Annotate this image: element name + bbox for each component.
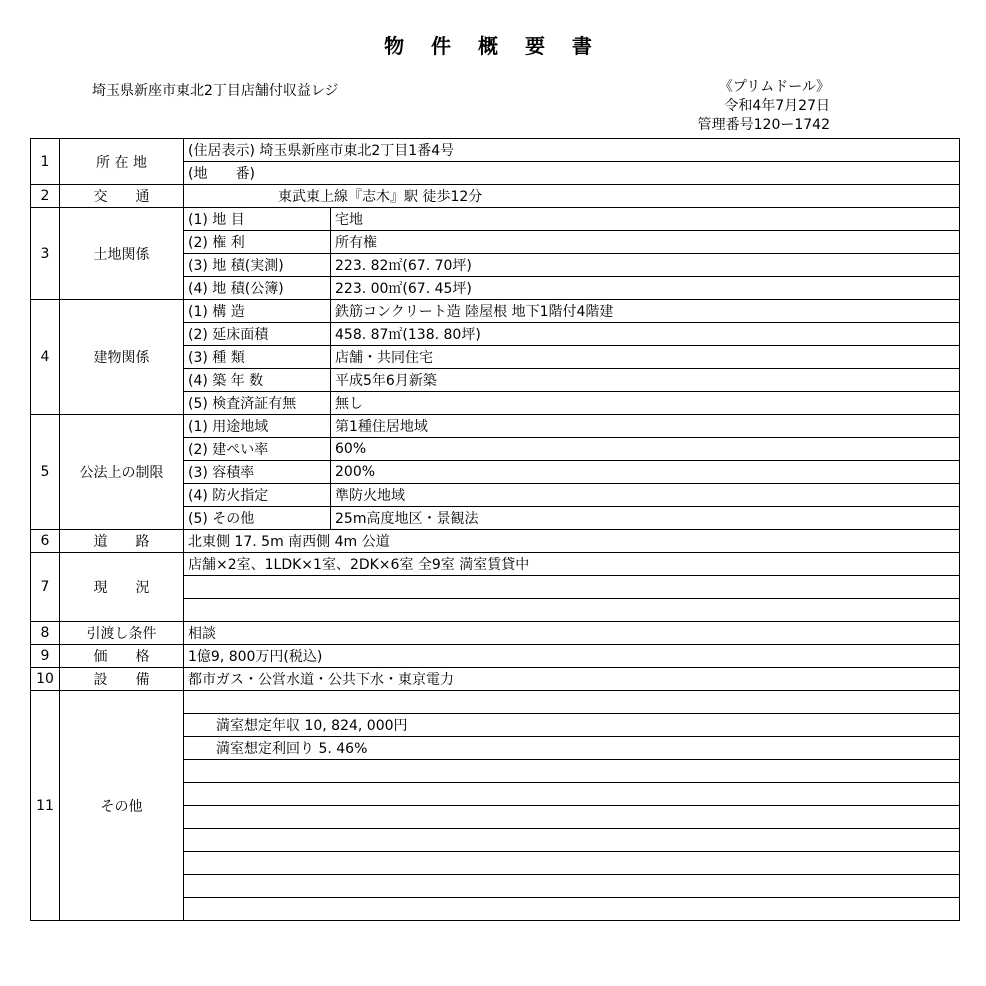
table-row (31, 668, 960, 691)
row-number: 7 (31, 553, 60, 622)
document-date: 令和4年7月27日 (724, 98, 830, 114)
building-sub-label: (1) 構 造 (184, 300, 331, 323)
other-line (184, 829, 960, 852)
property-name: 埼玉県新座市東北2丁目店舗付収益レジ (92, 83, 339, 99)
other-line (184, 783, 960, 806)
row-label-other: その他 (60, 691, 184, 921)
row-label-price: 価 格 (60, 645, 184, 668)
legal-value: 200% (331, 461, 960, 484)
table-row (31, 553, 960, 576)
row-number: 2 (31, 185, 60, 208)
land-value: 宅地 (331, 208, 960, 231)
current-status-value: 店舗×2室、1LDK×1室、2DK×6室 全9室 満室賃貸中 (184, 553, 960, 576)
row-number: 11 (31, 691, 60, 921)
row-label-facilities: 設 備 (60, 668, 184, 691)
document-title: 物 件 概 要 書 (384, 34, 602, 58)
table-row (31, 208, 960, 231)
row-number: 5 (31, 415, 60, 530)
legal-sub-label: (4) 防火指定 (184, 484, 331, 507)
row-number: 3 (31, 208, 60, 300)
building-value: 店舗・共同住宅 (331, 346, 960, 369)
table-row (31, 645, 960, 668)
legal-value: 25m高度地区・景観法 (331, 507, 960, 530)
legal-value: 第1種住居地域 (331, 415, 960, 438)
blank-line (184, 599, 960, 622)
table-row (31, 622, 960, 645)
land-sub-label: (4) 地 積(公簿) (184, 277, 331, 300)
legal-value: 準防火地域 (331, 484, 960, 507)
row-label-location: 所 在 地 (60, 139, 184, 185)
land-value: 223. 82㎡(67. 70坪) (331, 254, 960, 277)
row-number: 1 (31, 139, 60, 185)
other-line (184, 806, 960, 829)
delivery-terms-value: 相談 (184, 622, 960, 645)
building-value: 無し (331, 392, 960, 415)
header-info (670, 78, 830, 135)
location-address: (住居表示) 埼玉県新座市東北2丁目1番4号 (184, 139, 960, 162)
table-row (31, 691, 960, 714)
table-row (31, 139, 960, 162)
transport-value: 東武東上線『志木』駅 徒歩12分 (184, 185, 960, 208)
facilities-value: 都市ガス・公営水道・公共下水・東京電力 (184, 668, 960, 691)
other-line (184, 691, 960, 714)
building-sub-label: (2) 延床面積 (184, 323, 331, 346)
land-value: 223. 00㎡(67. 45坪) (331, 277, 960, 300)
legal-sub-label: (3) 容積率 (184, 461, 331, 484)
building-value: 458. 87㎡(138. 80坪) (331, 323, 960, 346)
row-label-building: 建物関係 (60, 300, 184, 415)
building-sub-label: (3) 種 類 (184, 346, 331, 369)
building-sub-label: (4) 築 年 数 (184, 369, 331, 392)
row-label-transport: 交 通 (60, 185, 184, 208)
row-label-current-status: 現 況 (60, 553, 184, 622)
building-value: 鉄筋コンクリート造 陸屋根 地下1階付4階建 (331, 300, 960, 323)
table-row (31, 530, 960, 553)
table-row (31, 415, 960, 438)
row-number: 9 (31, 645, 60, 668)
legal-value: 60% (331, 438, 960, 461)
legal-sub-label: (2) 建ぺい率 (184, 438, 331, 461)
other-line (184, 875, 960, 898)
row-number: 6 (31, 530, 60, 553)
brand-name: 《プリムドール》 (718, 79, 830, 95)
row-label-land: 土地関係 (60, 208, 184, 300)
legal-sub-label: (5) その他 (184, 507, 331, 530)
land-sub-label: (2) 権 利 (184, 231, 331, 254)
row-number: 4 (31, 300, 60, 415)
land-sub-label: (1) 地 目 (184, 208, 331, 231)
building-sub-label: (5) 検査済証有無 (184, 392, 331, 415)
management-number: 管理番号120ー1742 (697, 117, 830, 133)
other-line (184, 760, 960, 783)
location-lot: (地 番) (184, 162, 960, 185)
property-summary-table (30, 138, 960, 921)
building-value: 平成5年6月新築 (331, 369, 960, 392)
land-value: 所有権 (331, 231, 960, 254)
other-line (184, 852, 960, 875)
row-label-legal-restrictions: 公法上の制限 (60, 415, 184, 530)
road-value: 北東側 17. 5m 南西側 4m 公道 (184, 530, 960, 553)
row-number: 8 (31, 622, 60, 645)
expected-annual-income: 満室想定年収 10, 824, 000円 (184, 714, 960, 737)
row-number: 10 (31, 668, 60, 691)
table-row (31, 300, 960, 323)
land-sub-label: (3) 地 積(実測) (184, 254, 331, 277)
other-line (184, 898, 960, 921)
blank-line (184, 576, 960, 599)
row-label-delivery-terms: 引渡し条件 (60, 622, 184, 645)
price-value: 1億9, 800万円(税込) (184, 645, 960, 668)
expected-yield: 満室想定利回り 5. 46% (184, 737, 960, 760)
table-row (31, 185, 960, 208)
legal-sub-label: (1) 用途地域 (184, 415, 331, 438)
row-label-road: 道 路 (60, 530, 184, 553)
